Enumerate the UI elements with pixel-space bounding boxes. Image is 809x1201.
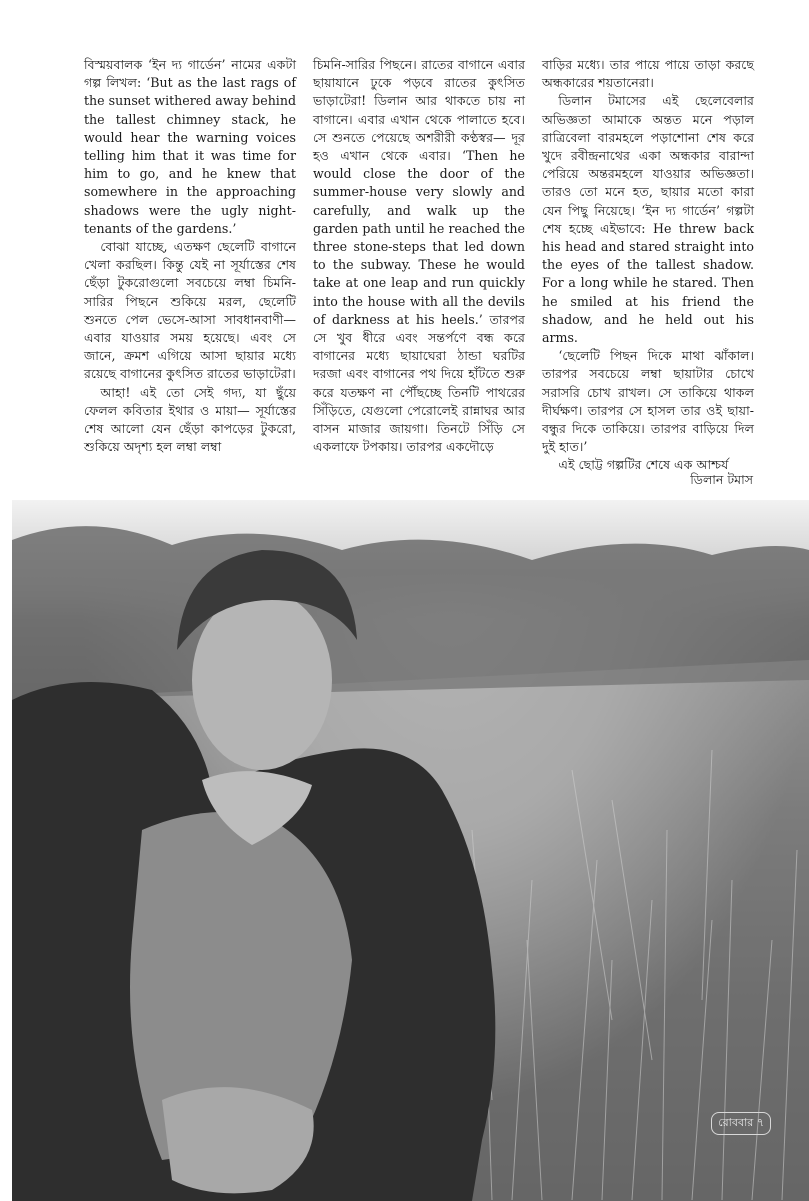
- article-columns: [84, 56, 754, 473]
- paragraph: বিস্ময়বালক ‘ইন দ্য গার্ডেন’ নামের একটা গল্প লিখল: ‘But as the last rags of the sunset withered away behind the tallest chimney stack, he would hear the warning voices telling him that it was time for him to go, and he knew that somewhere in the approaching shadows were the ugly night-tenants of the gardens.’: [84, 57, 297, 236]
- photo-caption: ডিলান টমাস: [690, 472, 753, 487]
- paragraph: বোঝা যাচ্ছে, এতক্ষণ ছেলেটি বাগানে খেলা করছিল। কিন্তু যেই না সূর্যাস্তের শেষ ছেঁড়া টুকরোগুলো সবচেয়ে লম্বা চিমনি-সারির পিছনে শুকিয়ে মরল, ছেলেটি শুনতে পেল ভেসে-আসা সাবধানবাণী— এবার যাওয়ার সময় হয়েছে। এবং সে জানে, ক্রমশ এগিয়ে আসা ছায়ার মধ্যে রয়েছে বাগানের কুৎসিত রাতের ভাড়াটেরা।: [84, 239, 296, 382]
- page-label: রোববার ৭: [711, 1112, 771, 1135]
- article-column-1: [84, 56, 296, 456]
- photo-figure-face: [192, 590, 332, 770]
- photo-illustration: [12, 500, 809, 1201]
- portrait-photo: [12, 500, 809, 1201]
- paragraph: ‘ছেলেটি পিছন দিকে মাথা ঝাঁকাল। তারপর সবচেয়ে লম্বা ছায়াটার চোখে সরাসরি চোখ রাখল। সে তাকিয়ে থাকল দীর্ঘক্ষণ। তারপর সে হাসল তার ওই ছায়া-বন্ধুর দিকে তাকিয়ে। তারপর বাড়িয়ে দিল দুই হাত।’: [542, 348, 754, 455]
- paragraph: ডিলান টমাসের এই ছেলেবেলার অভিজ্ঞতা আমাকে অন্তত মনে পড়াল রাত্রিবেলা বারমহলে পড়াশোনা শেষ করে খুদে রবীন্দ্রনাথের একা অন্ধকার বারান্দা পেরিয়ে অন্তরমহলে যাওয়ার অভিজ্ঞতা। তারও তো মনে হত, ছায়ার মতো কারা যেন পিছু নিয়েছে। ‘ইন দ্য গার্ডেন’ গল্পটা শেষ হচ্ছে এইভাবে: He threw back his head and stared straight into the eyes of the tallest shadow. For a long while he stared. Then he smiled at his friend the shadow, and he held out his arms.: [542, 93, 754, 346]
- paragraph: চিমনি-সারির পিছনে। রাতের বাগানে এবার ছায়াযানে ঢুকে পড়বে রাতের কুৎসিত ভাড়াটেরা! ডিলান আর থাকতে চায় না বাগানে। এবার এখান থেকে পালাতে হবে। সে শুনতে পেয়েছে অশরীরী কণ্ঠস্বর— দূর হও এখান থেকে এবার। ‘Then he would close the door of the summer-house very slowly and carefully, and walk up the garden path until he reached the three stone-steps that led down to the subway. These he would take at one leap and run quickly into the house with all the devils of darkness at his heels.’ তারপর সে খুব ধীরে এবং সন্তর্পণে বন্ধ করে বাগানের মধ্যে ছায়াঘেরা ঠান্ডা ঘরটির দরজা এবং বাগানের পথ দিয়ে হাঁটতে শুরু করে যতক্ষণ না পৌঁছচ্ছে তিনটি পাথরের সিঁড়িতে, যেগুলো পেরোলেই রান্নাঘর আর বাসন মাজার জায়গা। তিনটে সিঁড়ি সে একলাফে টপকায়। তারপর একদৌড়ে: [313, 57, 525, 455]
- article-column-3: [542, 56, 754, 473]
- paragraph: এই ছোট্ট গল্পটির শেষে এক আশ্চর্য: [558, 457, 729, 473]
- article-column-2: [313, 56, 525, 456]
- paragraph: বাড়ির মধ্যে। তার পায়ে পায়ে তাড়া করছে অন্ধকারের শয়তানেরা।: [542, 57, 754, 91]
- paragraph: আহা! এই তো সেই গদ্য, যা ছুঁয়ে ফেলল কবিতার ইথার ও মায়া— সূর্যাস্তের শেষ আলো যেন ছেঁড়া কাপড়ের টুকরো, শুকিয়ে অদৃশ্য হল লম্বা লম্বা: [84, 384, 296, 455]
